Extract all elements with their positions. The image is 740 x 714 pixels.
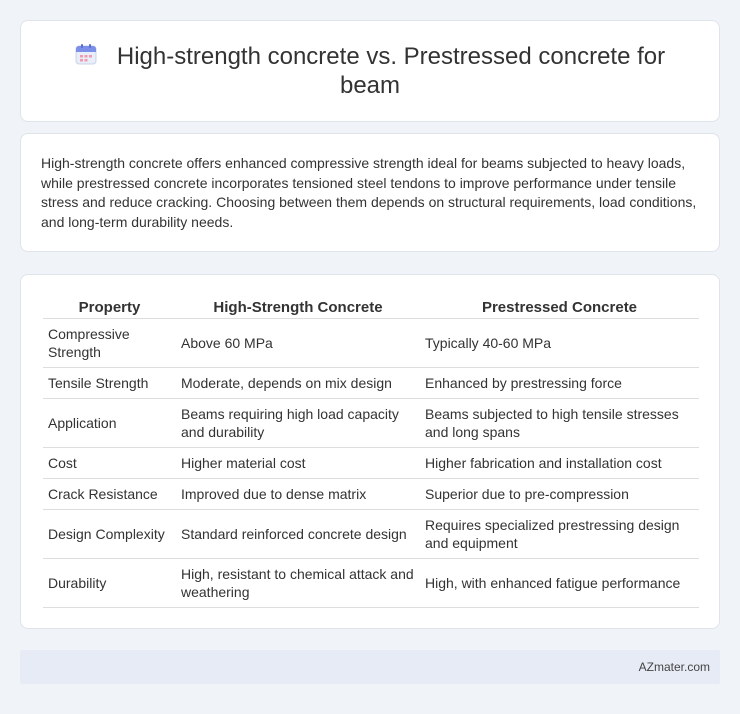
high-strength-cell: Improved due to dense matrix [176, 478, 420, 509]
table-header-row [43, 297, 699, 318]
footer-brand: AZmater.com [638, 660, 710, 674]
table-row [43, 398, 699, 447]
calendar-icon [75, 43, 97, 65]
table-row [43, 318, 699, 367]
table-row [43, 447, 699, 478]
page-title: High-strength concrete vs. Prestressed concrete for beam [116, 43, 666, 99]
comparison-table [43, 297, 699, 608]
property-cell: Compressive Strength [43, 318, 176, 367]
header-card [20, 20, 720, 122]
table-row [43, 509, 699, 558]
prestressed-cell: Beams subjected to high tensile stresses and long spans [420, 398, 699, 447]
prestressed-cell: High, with enhanced fatigue performance [420, 558, 699, 607]
property-cell: Cost [43, 447, 176, 478]
table-row [43, 367, 699, 398]
prestressed-cell: Requires specialized prestressing design and equipment [420, 509, 699, 558]
prestressed-cell: Higher fabrication and installation cost [420, 447, 699, 478]
property-cell: Crack Resistance [43, 478, 176, 509]
table-row [43, 478, 699, 509]
column-header-prestressed: Prestressed Concrete [420, 297, 699, 318]
high-strength-cell: High, resistant to chemical attack and weathering [176, 558, 420, 607]
high-strength-cell: Above 60 MPa [176, 318, 420, 367]
high-strength-cell: Higher material cost [176, 447, 420, 478]
property-cell: Design Complexity [43, 509, 176, 558]
summary-card [20, 133, 720, 252]
column-header-property: Property [43, 297, 176, 318]
prestressed-cell: Typically 40-60 MPa [420, 318, 699, 367]
property-cell: Durability [43, 558, 176, 607]
comparison-table-card [20, 274, 720, 629]
property-cell: Application [43, 398, 176, 447]
high-strength-cell: Moderate, depends on mix design [176, 367, 420, 398]
high-strength-cell: Standard reinforced concrete design [176, 509, 420, 558]
summary-text: High-strength concrete offers enhanced compressive strength ideal for beams subjected to heavy loads, while prestressed concrete incorporates tensioned steel tendons to improve performance under tensile stress and reduce cracking. Choosing between them depends on structural requirements, load conditions, and long-term durability needs. [41, 155, 697, 230]
column-header-high-strength: High-Strength Concrete [176, 297, 420, 318]
property-cell: Tensile Strength [43, 367, 176, 398]
prestressed-cell: Enhanced by prestressing force [420, 367, 699, 398]
table-row [43, 558, 699, 607]
page-title-wrap [61, 42, 679, 100]
prestressed-cell: Superior due to pre-compression [420, 478, 699, 509]
footer-bar [20, 650, 720, 684]
high-strength-cell: Beams requiring high load capacity and durability [176, 398, 420, 447]
